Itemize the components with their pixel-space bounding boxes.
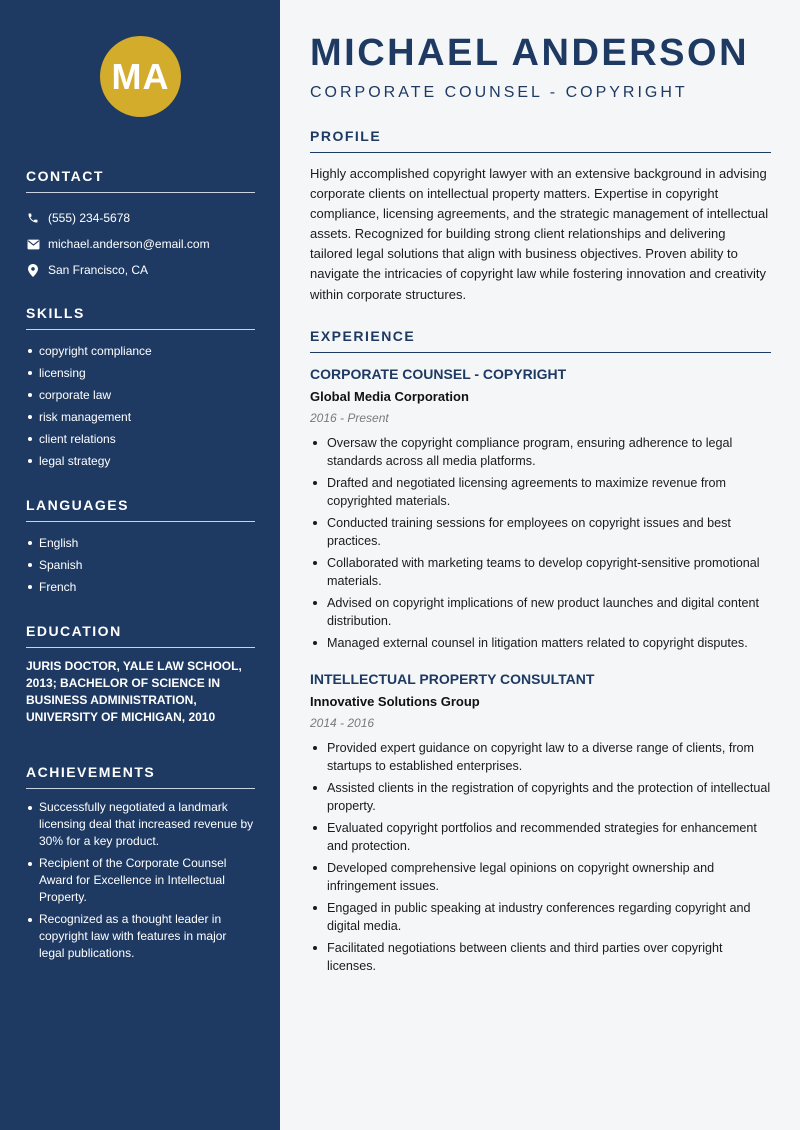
job-dates: 2014 - 2016 bbox=[310, 716, 375, 730]
location-text: San Francisco, CA bbox=[48, 263, 149, 277]
job-title: CORPORATE COUNSEL - COPYRIGHT bbox=[310, 366, 567, 382]
job-bullet: Developed comprehensive legal opinions on copyright ownership and infringement issues. bbox=[310, 859, 771, 895]
languages-section bbox=[26, 497, 255, 598]
email-icon bbox=[26, 237, 40, 251]
contact-location bbox=[26, 257, 255, 283]
contact-phone[interactable] bbox=[26, 205, 255, 231]
achievement-item: Successfully negotiated a landmark licensing deal that increased revenue by 30% for a key product. bbox=[26, 799, 255, 850]
contact-section bbox=[26, 168, 255, 283]
skill-item: client relations bbox=[26, 428, 255, 450]
job-company: Innovative Solutions Group bbox=[310, 694, 480, 709]
job-bullet: Facilitated negotiations between clients and third parties over copyright licenses. bbox=[310, 939, 771, 975]
skill-item: legal strategy bbox=[26, 450, 255, 472]
education-section bbox=[26, 623, 255, 726]
job-bullet: Managed external counsel in litigation matters related to copyright disputes. bbox=[310, 634, 771, 652]
phone-icon bbox=[26, 211, 40, 225]
language-item: French bbox=[26, 576, 255, 598]
job-company: Global Media Corporation bbox=[310, 389, 469, 404]
job-bullet: Drafted and negotiated licensing agreements to maximize revenue from copyrighted materials. bbox=[310, 474, 771, 510]
job-bullet: Provided expert guidance on copyright law to a diverse range of clients, from startups to established enterprises. bbox=[310, 739, 771, 775]
phone-text: (555) 234-5678 bbox=[48, 211, 131, 225]
job-dates: 2016 - Present bbox=[310, 411, 389, 425]
job-bullet: Oversaw the copyright compliance program, ensuring adherence to legal standards across all media platforms. bbox=[310, 434, 771, 470]
skill-item: copyright compliance bbox=[26, 340, 255, 362]
job-bullet: Conducted training sessions for employees on copyright issues and best practices. bbox=[310, 514, 771, 550]
skill-item: corporate law bbox=[26, 384, 255, 406]
skill-item: licensing bbox=[26, 362, 255, 384]
achievement-item: Recipient of the Corporate Counsel Award for Excellence in Intellectual Property. bbox=[26, 855, 255, 906]
experience-heading: EXPERIENCE bbox=[310, 328, 771, 353]
language-item: Spanish bbox=[26, 554, 255, 576]
job-bullet: Advised on copyright implications of new product launches and digital content distribution. bbox=[310, 594, 771, 630]
profile-text: Highly accomplished copyright lawyer with an extensive background in advising corporate clients on intellectual property matters. Expertise in copyright compliance, licensing agreements, and the strategic management of intellectual assets. Recognized for building strong client relationships and delivering tailored legal solutions that align with business objectives. Proven ability to navigate the intricacies of copyright law while fostering innovation and creativity within corporate structures. bbox=[310, 166, 769, 302]
job-bullet: Evaluated copyright portfolios and recommended strategies for enhancement and protection. bbox=[310, 819, 771, 855]
email-text: michael.anderson@email.com bbox=[48, 237, 210, 251]
job-entry bbox=[310, 364, 771, 656]
achievements-section bbox=[26, 764, 255, 967]
skill-item: risk management bbox=[26, 406, 255, 428]
profile-heading: PROFILE bbox=[310, 128, 771, 153]
education-heading: EDUCATION bbox=[26, 623, 255, 648]
job-bullet: Collaborated with marketing teams to develop copyright-sensitive promotional materials. bbox=[310, 554, 771, 590]
location-pin-icon bbox=[26, 263, 40, 277]
contact-email[interactable] bbox=[26, 231, 255, 257]
job-bullet: Engaged in public speaking at industry conferences regarding copyright and digital media. bbox=[310, 899, 771, 935]
language-item: English bbox=[26, 532, 255, 554]
sidebar bbox=[0, 0, 280, 1130]
candidate-name: MICHAEL ANDERSON bbox=[310, 32, 750, 74]
achievement-item: Recognized as a thought leader in copyright law with features in major legal publications. bbox=[26, 911, 255, 962]
achievements-heading: ACHIEVEMENTS bbox=[26, 764, 255, 789]
job-bullet: Assisted clients in the registration of copyrights and the protection of intellectual property. bbox=[310, 779, 771, 815]
candidate-role: CORPORATE COUNSEL - COPYRIGHT bbox=[310, 84, 688, 101]
contact-heading: CONTACT bbox=[26, 168, 255, 193]
languages-heading: LANGUAGES bbox=[26, 497, 255, 522]
job-title: INTELLECTUAL PROPERTY CONSULTANT bbox=[310, 671, 595, 687]
avatar: MA bbox=[100, 36, 181, 117]
education-text: JURIS DOCTOR, YALE LAW SCHOOL, 2013; BACHELOR OF SCIENCE IN BUSINESS ADMINISTRATION, UNIVERSITY OF MICHIGAN, 2010 bbox=[26, 659, 242, 724]
skills-heading: SKILLS bbox=[26, 305, 255, 330]
job-entry bbox=[310, 669, 771, 979]
skills-section bbox=[26, 305, 255, 472]
